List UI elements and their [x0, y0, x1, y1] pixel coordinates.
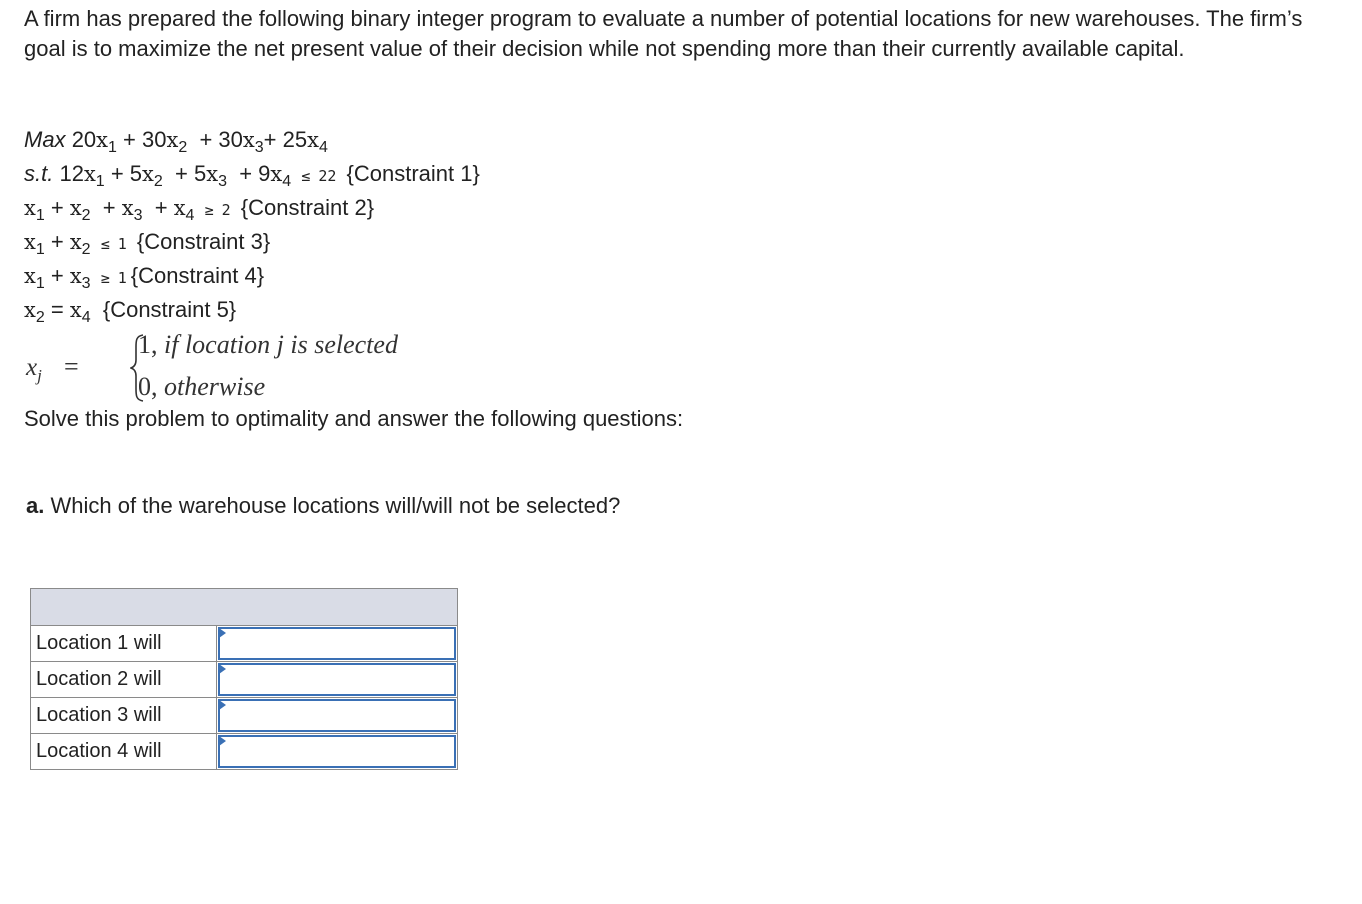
answer-table	[30, 588, 458, 770]
c1-relation: ≤	[301, 167, 311, 185]
case-2-value: 0,	[138, 372, 158, 401]
equals-sign: =	[64, 352, 79, 381]
table-row	[31, 734, 457, 769]
dropdown-marker-icon	[219, 736, 226, 746]
case-1-value: 1,	[138, 330, 158, 359]
constraint-2: $x_1 + x_2 + x_3 + x_4 \ge 2$ {Constraint 2}	[24, 195, 375, 224]
constraint-1: s.t. $12x_1 + 5x_2 + 5x_3 + 9x_4 \le 22$ {Constraint 1}	[24, 161, 480, 190]
answer-cell	[217, 698, 457, 733]
objective-function: Max $20x_1 + 30x_2 + 30x_3+ 25x_4$	[24, 127, 328, 156]
dropdown-marker-icon	[219, 628, 226, 638]
coef-3: 30	[218, 127, 243, 152]
constraint-3: $x_1 + x_2 \le 1$ {Constraint 3}	[24, 229, 271, 258]
c2-name: {Constraint 2}	[240, 195, 375, 220]
constraint-5: $x_2 = x_4$ {Constraint 5}	[24, 297, 237, 326]
var-subscript: j	[37, 366, 42, 385]
c1-name: {Constraint 1}	[346, 161, 480, 186]
st-label: s.t.	[24, 161, 54, 186]
coef-4: 25	[282, 127, 308, 152]
row-label: Location 1 will	[31, 626, 217, 661]
c3-name: {Constraint 3}	[136, 229, 271, 254]
constraint-4: $x_1 + x_3 \ge 1$ {Constraint 4}	[24, 263, 265, 292]
question-label: a.	[26, 493, 45, 518]
answer-cell	[217, 734, 457, 769]
binary-variable-definition	[24, 326, 524, 406]
coef-2: 30	[142, 127, 167, 152]
location-4-dropdown[interactable]	[218, 735, 456, 768]
var-letter: x	[26, 354, 38, 381]
problem-intro: A firm has prepared the following binary integer program to evaluate a number of potential locations for new warehouses. The firm’s goal is to maximize the net present value of their decision while not spending more than their currently available capital.	[24, 6, 1303, 61]
coef-1: 20	[71, 127, 97, 152]
location-1-dropdown[interactable]	[218, 627, 456, 660]
c1-coef-1: 12	[59, 161, 84, 186]
case-selected	[138, 330, 398, 360]
location-2-dropdown[interactable]	[218, 663, 456, 696]
table-row	[31, 626, 457, 662]
c4-rhs: 1	[117, 269, 127, 287]
dropdown-marker-icon	[219, 700, 226, 710]
integer-program	[24, 123, 480, 327]
c2-relation: ≥	[204, 201, 214, 219]
max-label: Max	[24, 127, 66, 152]
c4-relation: ≥	[100, 269, 110, 287]
variable-xj	[26, 354, 42, 385]
case-1-text: if location j is selected	[164, 330, 398, 359]
c4-name: {Constraint 4}	[130, 263, 265, 288]
c1-coef-2: 5	[129, 161, 143, 186]
case-2-text: otherwise	[164, 372, 266, 401]
solve-instruction: Solve this problem to optimality and answer the following questions:	[24, 406, 684, 431]
table-row	[31, 662, 457, 698]
c5-name: {Constraint 5}	[102, 297, 237, 322]
case-otherwise	[138, 372, 265, 402]
c1-coef-4: 9	[258, 161, 271, 186]
row-label: Location 4 will	[31, 734, 217, 769]
c2-rhs: 2	[221, 201, 231, 219]
table-row	[31, 698, 457, 734]
dropdown-marker-icon	[219, 664, 226, 674]
answer-cell	[217, 626, 457, 661]
question-text: Which of the warehouse locations will/will not be selected?	[50, 493, 621, 518]
row-label: Location 2 will	[31, 662, 217, 697]
c1-rhs: 22	[318, 167, 337, 185]
c5-relation: =	[50, 297, 64, 322]
question-a	[26, 490, 620, 522]
c3-relation: ≤	[100, 235, 110, 253]
location-3-dropdown[interactable]	[218, 699, 456, 732]
c1-coef-3: 5	[193, 161, 207, 186]
answer-cell	[217, 662, 457, 697]
table-header	[31, 589, 457, 626]
row-label: Location 3 will	[31, 698, 217, 733]
c3-rhs: 1	[117, 235, 127, 253]
